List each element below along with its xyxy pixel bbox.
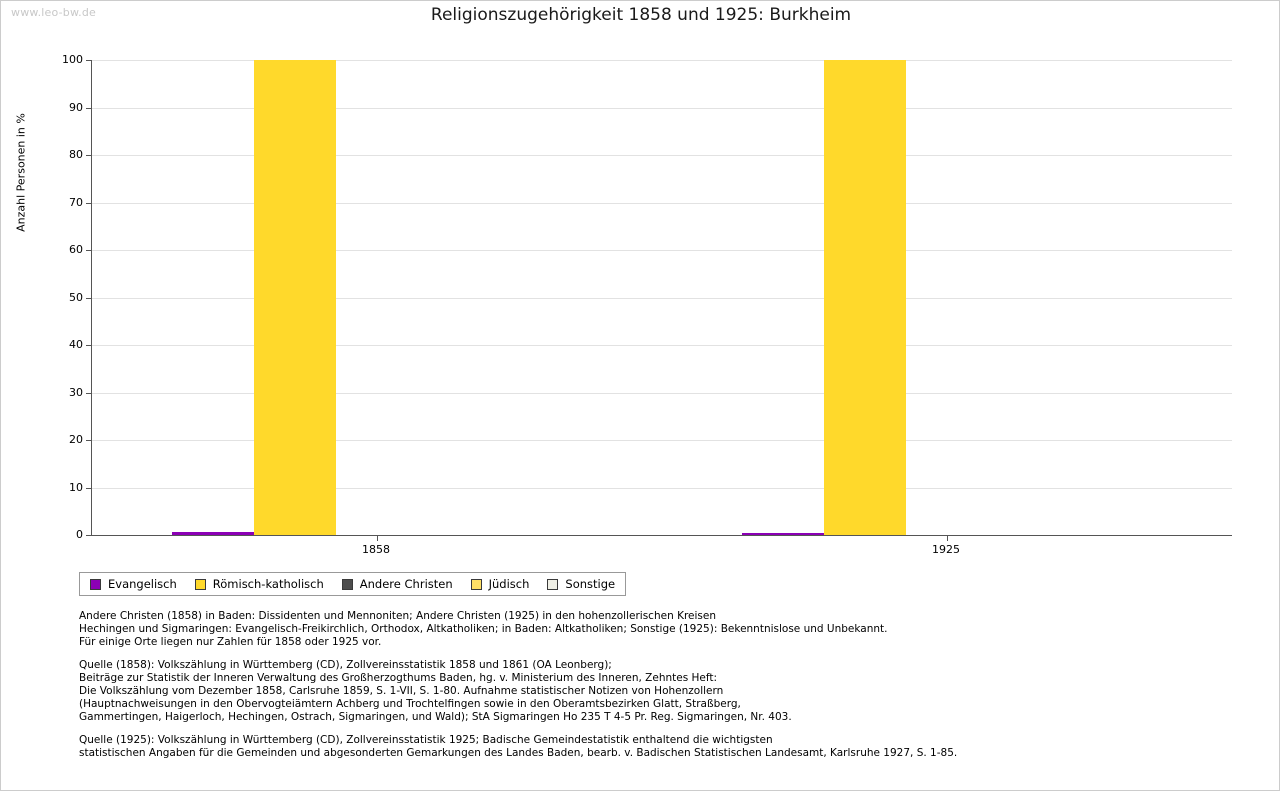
chart-title: Religionszugehörigkeit 1858 und 1925: Burkheim [430,5,852,25]
y-axis-tick-label: 20 [69,433,83,446]
note-line: Andere Christen (1858) in Baden: Dissidenten und Mennoniten; Andere Christen (1925) in den hohenzollerischen Kreisen [79,610,716,622]
y-axis-tick [86,488,92,489]
y-axis-tick-label: 0 [76,528,83,541]
x-axis-tick-label: 1858 [362,543,390,556]
y-axis-tick-label: 70 [69,195,83,209]
note-line: Hechingen und Sigmaringen: Evangelisch-Freikirchlich, Orthodox, Altkatholiken; in Baden: Altkatholiken; Sonstige (1925): Bekenntnislose und Unbekannt. [79,623,888,635]
bar-r-misch-katholisch-1925 [824,60,906,535]
x-axis-tick [947,535,948,541]
bar-evangelisch-1925 [742,533,824,535]
bar-r-misch-katholisch-1858 [254,60,336,535]
legend-item-evangelisch[interactable] [90,577,177,591]
note-line: statistischen Angaben für die Gemeinden und abgesonderten Gemarkungen des Landes Baden, bearb. v. Badischen Statistischen Landesamt, Karlsruhe 1927, S. 1-85. [79,747,958,759]
y-axis-tick-label: 100 [62,53,83,66]
y-axis-tick [86,535,92,536]
y-axis-tick [86,203,92,204]
y-axis-tick [86,155,92,156]
bar-evangelisch-1858 [172,532,254,535]
x-axis-tick-label: 1925 [932,543,960,556]
legend-swatch-icon [90,579,101,590]
legend-item-andere-christen[interactable] [342,577,453,591]
y-axis-tick [86,60,92,61]
note-line: Quelle (1925): Volkszählung in Württemberg (CD), Zollvereinsstatistik 1925; Badische Gemeindestatistik enthaltend die wichtigsten [79,734,773,746]
y-axis-tick-label: 40 [69,338,83,351]
legend-label: Andere Christen [359,577,453,591]
notes-block-3 [79,734,1219,760]
y-axis-tick-label: 50 [69,290,83,304]
y-axis-tick [86,440,92,441]
note-line: Für einige Orte liegen nur Zahlen für 1858 oder 1925 vor. [79,636,382,648]
x-axis-tick [377,535,378,541]
y-axis-tick [86,393,92,394]
legend-label: Evangelisch [108,577,177,591]
y-axis-label: Anzahl Personen in % [14,113,28,232]
y-axis-tick [86,108,92,109]
legend-swatch-icon [195,579,206,590]
watermark-label: www.leo-bw.de [11,6,97,19]
notes-block-1 [79,610,1219,649]
legend-label: Römisch-katholisch [212,577,324,591]
legend-label: Jüdisch [488,577,530,591]
legend-label: Sonstige [565,577,616,591]
y-axis-tick [86,345,92,346]
legend-swatch-icon [471,579,482,590]
y-axis-tick [86,298,92,299]
note-line: Beiträge zur Statistik der Inneren Verwaltung des Großherzogthums Baden, hg. v. Ministerium des Inneren, Zehntes Heft: [79,672,718,684]
note-line: (Hauptnachweisungen in den Obervogteiämtern Achberg und Trochtelfingen sowie in den Oberamtsbezirken Glatt, Straßberg, [79,698,741,710]
note-line: Gammertingen, Haigerloch, Hechingen, Ostrach, Sigmaringen, und Wald); StA Sigmaringen Ho 235 T 4-5 Pr. Reg. Sigmaringen, Nr. 403. [79,711,792,723]
chart-legend [79,572,626,596]
y-axis-tick-label: 80 [69,148,83,161]
note-line: Die Volkszählung vom Dezember 1858, Carlsruhe 1859, S. 1-VII, S. 1-80. Aufnahme statistischer Notizen von Hohenzollern [79,685,724,697]
legend-item-j-disch[interactable] [471,577,530,591]
notes-block-2 [79,659,1219,724]
y-axis-tick-label: 60 [69,243,83,256]
y-axis-tick-label: 10 [69,480,83,494]
plot-area [91,60,1232,536]
legend-swatch-icon [342,579,353,590]
y-axis-tick [86,250,92,251]
legend-item-sonstige[interactable] [547,577,615,591]
legend-swatch-icon [547,579,558,590]
legend-item-r-misch-katholisch[interactable] [195,577,324,591]
note-line: Quelle (1858): Volkszählung in Württemberg (CD), Zollvereinsstatistik 1858 und 1861 (OA Leonberg); [79,659,612,671]
y-axis-tick-label: 90 [69,100,83,114]
chart-notes [79,610,1219,770]
y-axis-tick-label: 30 [69,385,83,399]
